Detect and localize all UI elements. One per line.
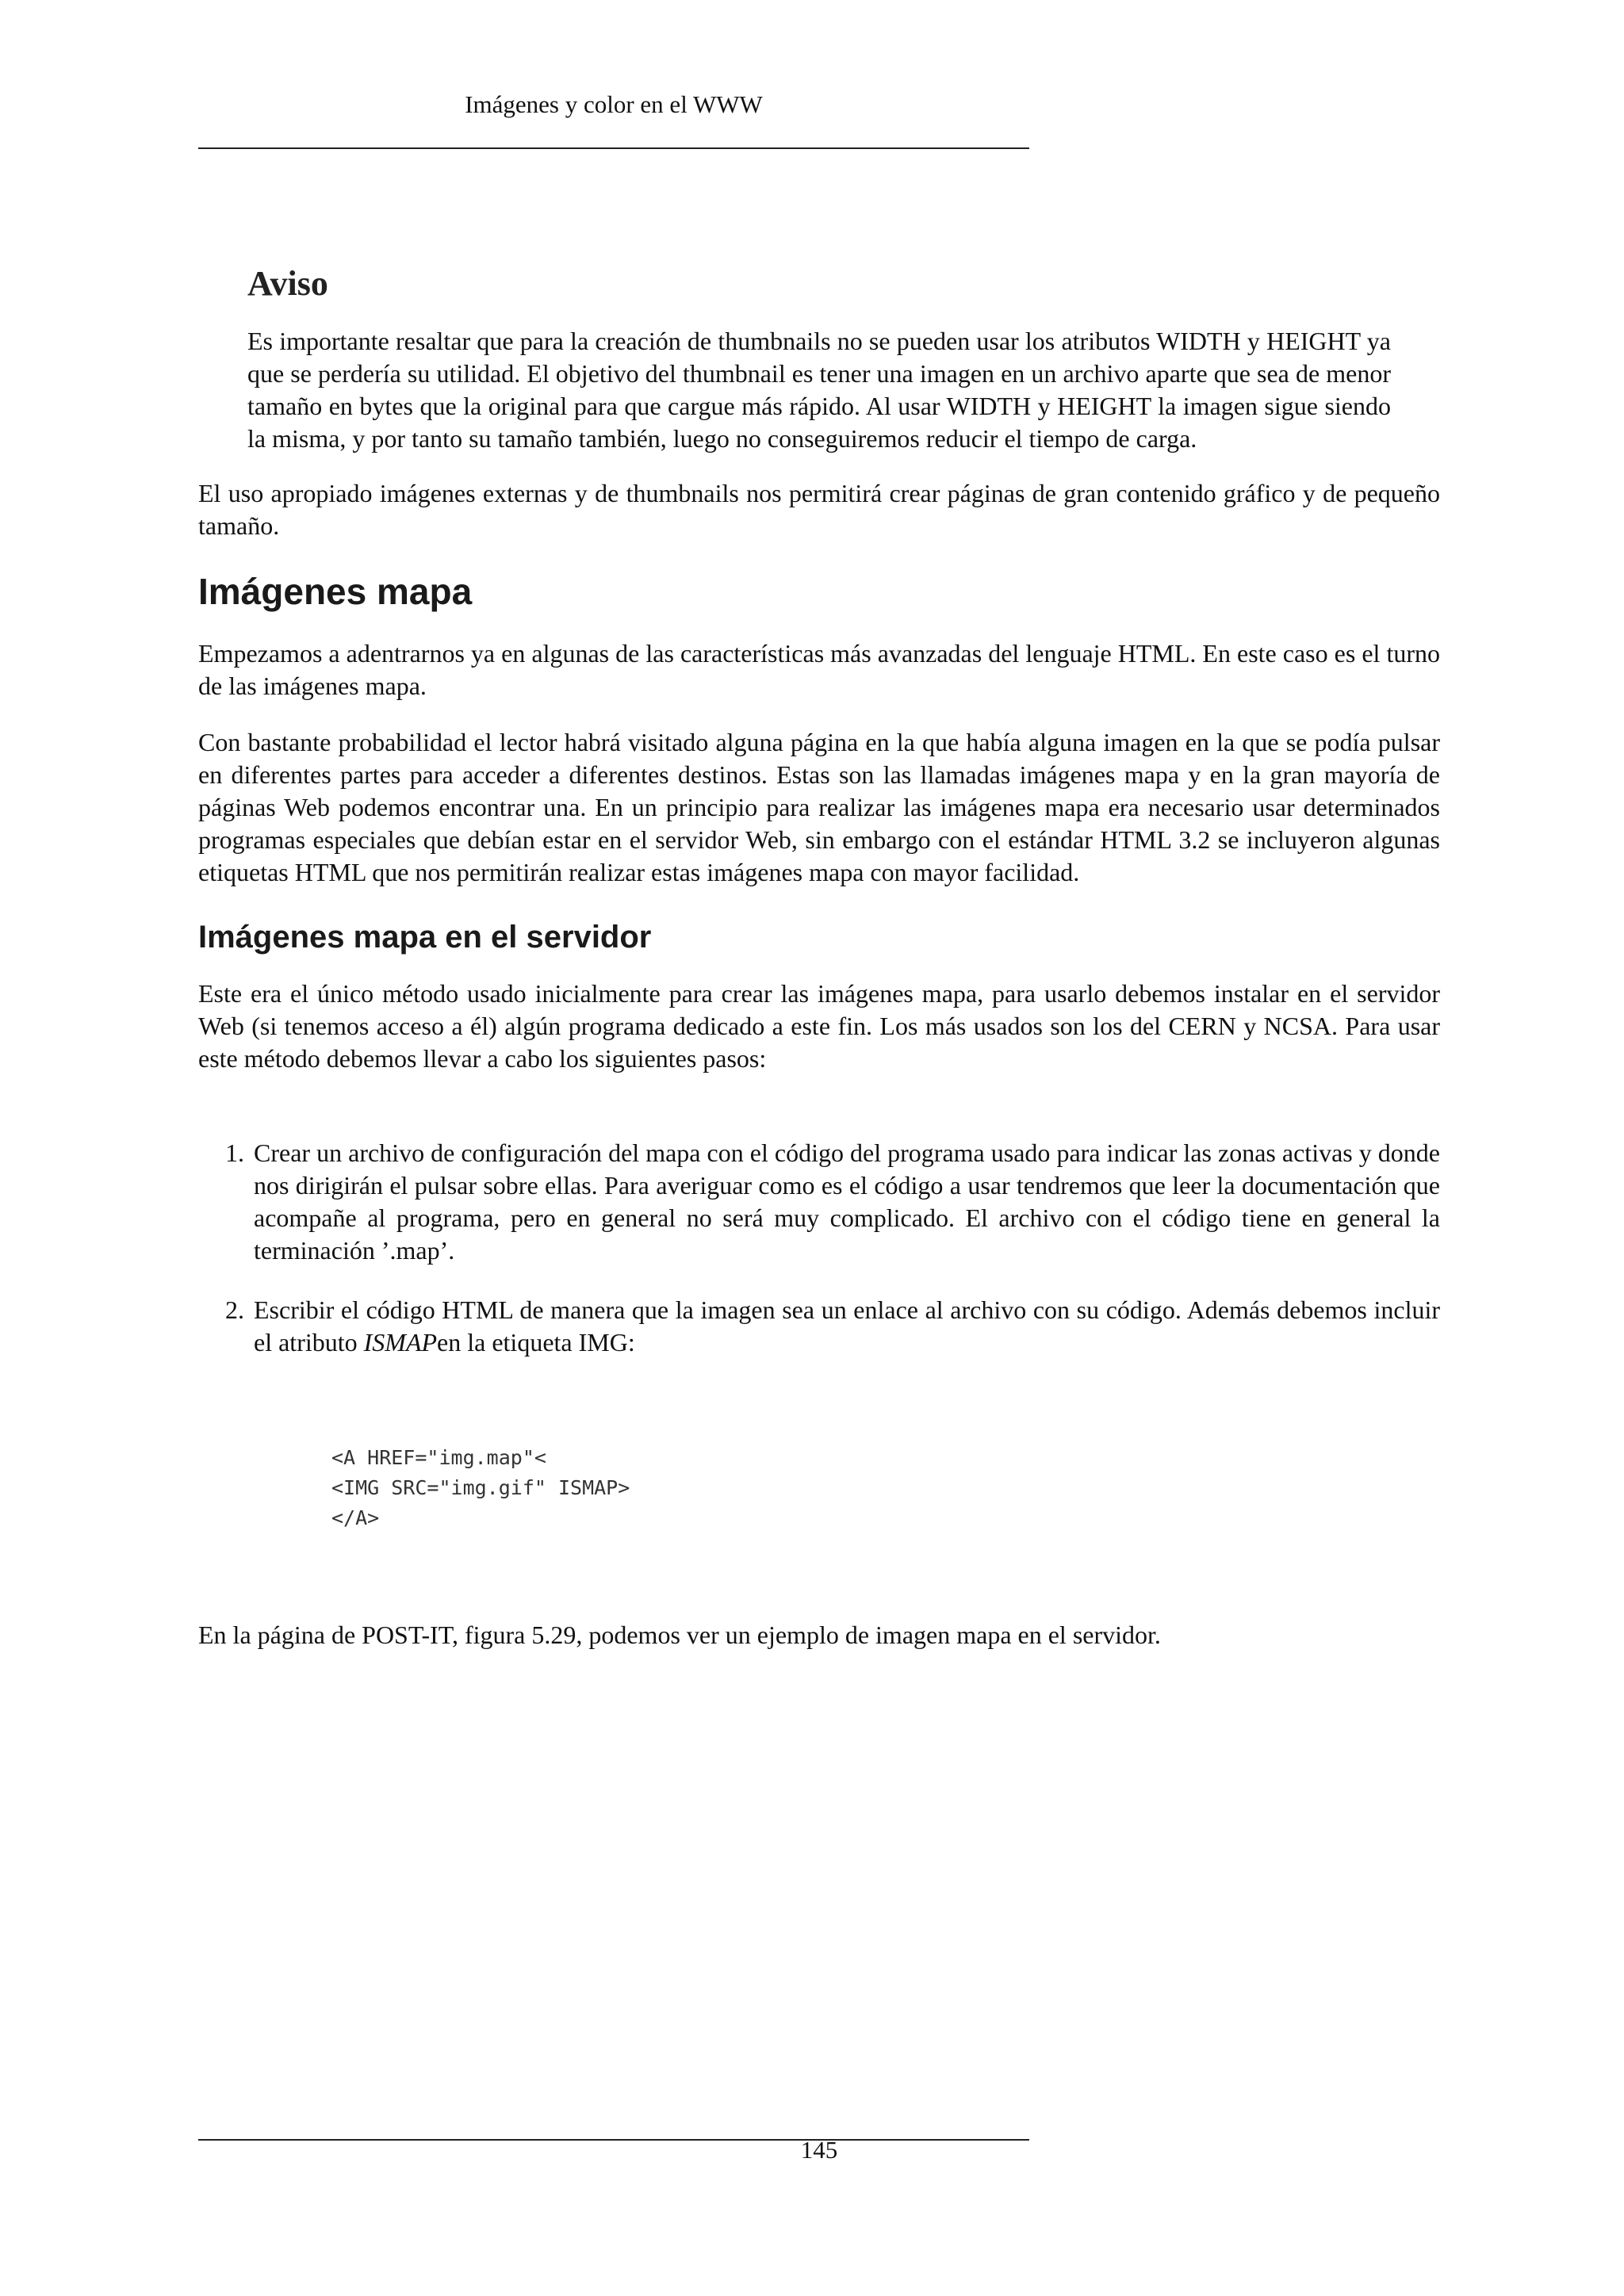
ismap-emphasis: ISMAP — [363, 1328, 438, 1357]
list-item-number: 1. — [225, 1138, 244, 1167]
paragraph-thumbnails-summary: El uso apropiado imágenes externas y de thumbnails nos permitirá crear páginas de gran contenido gráfico y de pequeño tamaño. — [198, 479, 1440, 540]
admonition-title: Aviso — [247, 264, 328, 303]
list-item-text-before: Escribir el código HTML de manera que la imagen sea un enlace al archivo con su código. Además debemos incluir el atributo — [254, 1295, 1440, 1357]
list-item — [198, 1137, 1440, 1267]
paragraph-server-method: Este era el único método usado inicialmente para crear las imágenes mapa, para usarlo debemos instalar en el servidor Web (si tenemos acceso a él) algún programa dedicado a este fin. Los más usados son los del CERN y NCSA. Para usar este método debemos llevar a cabo los siguientes pasos: — [198, 979, 1440, 1073]
list-item — [198, 1294, 1440, 1359]
code-line: <A HREF="img.map"< — [331, 1446, 546, 1469]
page-number: 145 — [800, 2136, 838, 2164]
code-example — [331, 1443, 1440, 1533]
list-item-text — [254, 1294, 1440, 1359]
paragraph-intro: Empezamos a adentrarnos ya en algunas de las características más avanzadas del lenguaje HTML. En este caso es el turno de las imágenes mapa. — [198, 639, 1440, 700]
section-title-imagenes-mapa: Imágenes mapa — [198, 571, 473, 612]
code-line: <IMG SRC="img.gif" ISMAP> — [331, 1476, 630, 1499]
code-line: </A> — [331, 1506, 380, 1529]
warning-admonition — [247, 262, 1391, 455]
header-rule — [198, 147, 1029, 149]
list-item-text: Crear un archivo de configuración del mapa con el código del programa usado para indicar las zonas activas y donde nos dirigirán el pulsar sobre ellas. Para averiguar como es el código a usar tendremos que leer la documentación que acompañe al programa, pero en general no será muy complicado. El archivo con el código tiene en general la terminación ’.map’. — [254, 1138, 1440, 1265]
steps-list — [198, 1137, 1440, 1359]
running-header: Imágenes y color en el WWW — [465, 90, 763, 118]
list-item-number: 2. — [225, 1295, 244, 1324]
paragraph-image-maps-description: Con bastante probabilidad el lector habrá visitado alguna página en la que había alguna imagen en la que se podía pulsar en diferentes partes para acceder a diferentes destinos. Estas son las llamadas imágenes mapa y en la gran mayoría de páginas Web podemos encontrar una. En un principio para realizar las imágenes mapa era necesario usar determinados programas especiales que debían estar en el servidor Web, sin embargo con el estándar HTML 3.2 se incluyeron algunas etiquetas HTML que nos permitirán realizar estas imágenes mapa con mayor facilidad. — [198, 728, 1440, 886]
page-content — [198, 262, 1440, 1651]
admonition-text: Es importante resaltar que para la creación de thumbnails no se pueden usar los atributos WIDTH y HEIGHT ya que se perdería su utilidad. El objetivo del thumbnail es tener una imagen en un archivo aparte que sea de menor tamaño en bytes que la original para que cargue más rápido. Al usar WIDTH y HEIGHT la imagen sigue siendo la misma, y por tanto su tamaño también, luego no conseguiremos reducir el tiempo de carga. — [247, 327, 1391, 453]
paragraph-post-it-example: En la página de POST-IT, figura 5.29, podemos ver un ejemplo de imagen mapa en el servidor. — [198, 1621, 1161, 1649]
subsection-title-server-maps: Imágenes mapa en el servidor — [198, 920, 652, 955]
list-item-text-after: en la etiqueta IMG: — [437, 1328, 635, 1357]
